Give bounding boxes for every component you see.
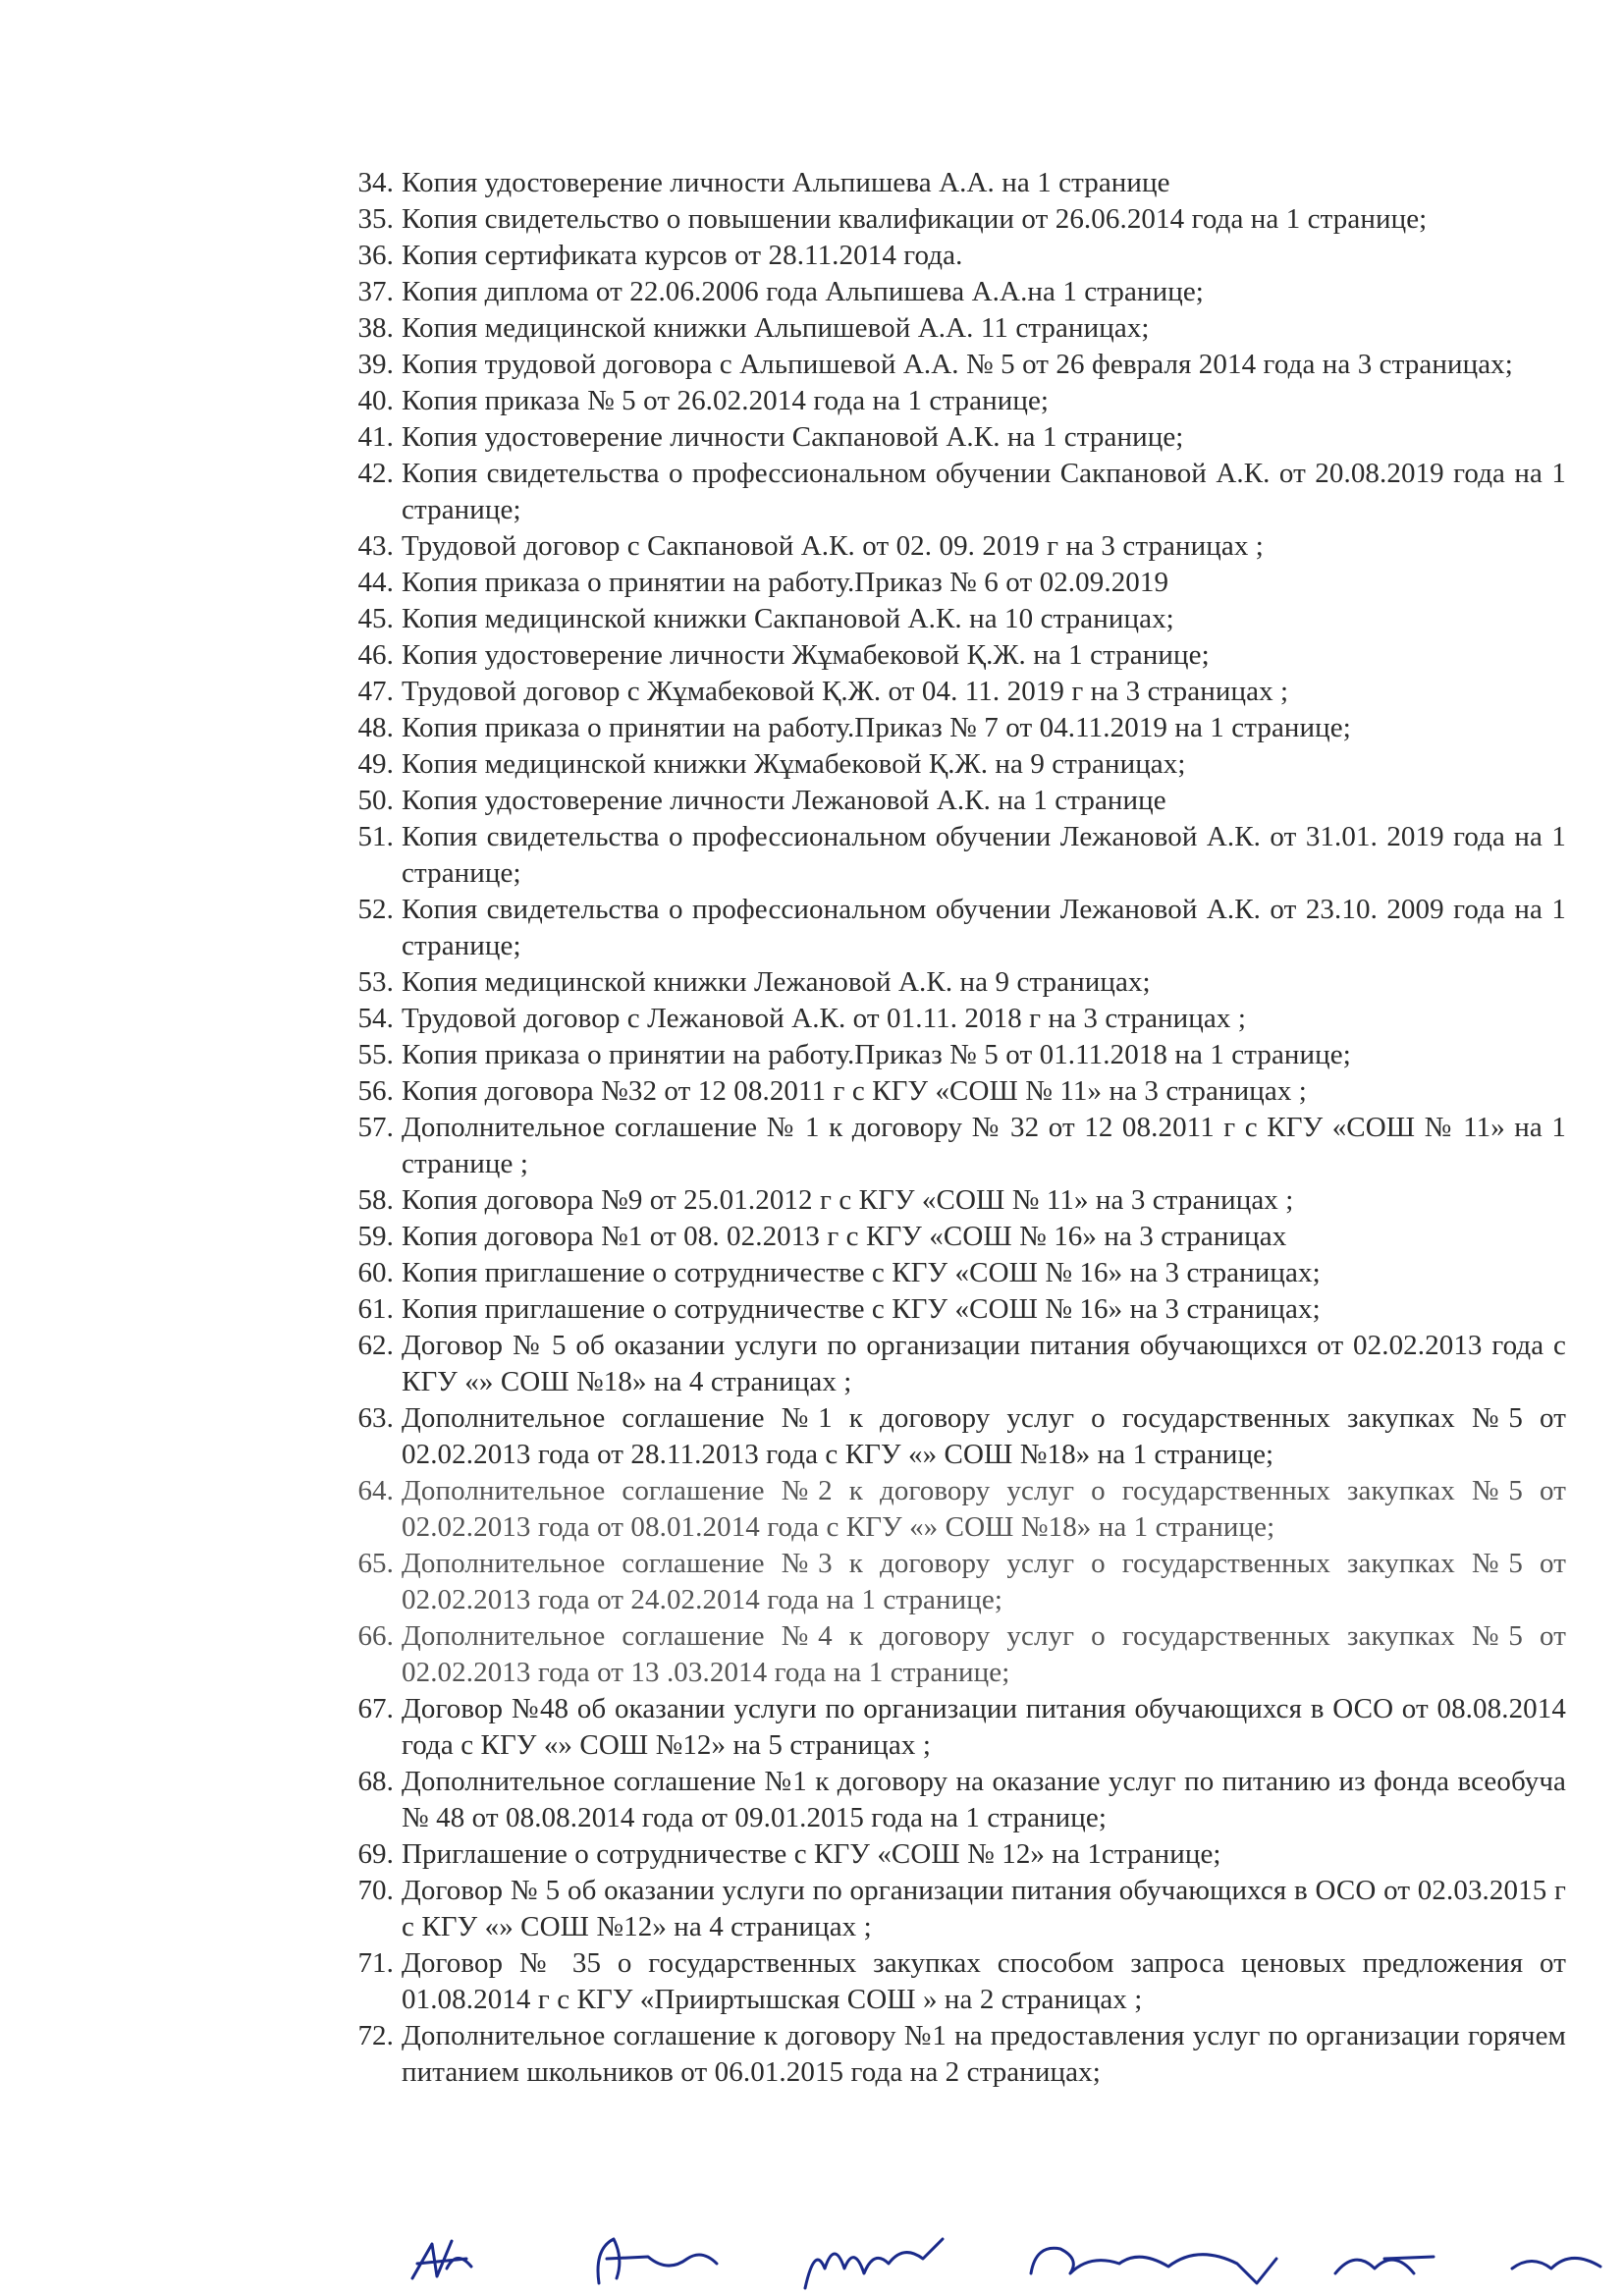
item-text: Копия медицинской книжки Жұмабековой Қ.Ж. на 9 страницах; xyxy=(402,748,1186,780)
item-text: Копия приглашение о сотрудничестве с КГУ «СОШ № 16» на 3 страницах; xyxy=(402,1293,1321,1325)
list-item xyxy=(349,1764,1566,1836)
list-item xyxy=(349,201,1566,238)
item-text: Трудовой договор с Сакпановой А.К. от 02. 09. 2019 г на 3 страницах ; xyxy=(402,530,1264,562)
list-item xyxy=(349,783,1566,819)
list-item xyxy=(349,1618,1566,1691)
item-text: Дополнительное соглашение №1 к договору услуг о государственных закупках №5 от 02.02.2013 года от 28.11.2013 года с КГУ «» СОШ №18» на 1 странице; xyxy=(402,1402,1566,1470)
item-number: 39. xyxy=(357,349,394,380)
list-item xyxy=(349,674,1566,710)
signature-6 xyxy=(1512,2258,1600,2269)
list-item xyxy=(349,1110,1566,1182)
item-number: 38. xyxy=(357,312,394,344)
list-item xyxy=(349,1037,1566,1073)
item-text: Дополнительное соглашение №1 к договору на оказание услуг по питанию из фонда всеобуча № 48 от 08.08.2014 года от 09.01.2015 года на 1 странице; xyxy=(402,1766,1566,1833)
list-item xyxy=(349,1473,1566,1546)
list-item xyxy=(349,274,1566,310)
item-number: 47. xyxy=(357,676,394,707)
item-number: 55. xyxy=(357,1039,394,1070)
item-text: Дополнительное соглашение № 1 к договору № 32 от 12 08.2011 г с КГУ «СОШ № 11» на 1 странице ; xyxy=(402,1112,1566,1179)
item-text: Дополнительное соглашение к договору №1 на предоставления услуг по организации горячем питанием школьников от 06.01.2015 года на 2 страницах; xyxy=(402,2020,1566,2088)
list-item xyxy=(349,1945,1566,2018)
item-number: 62. xyxy=(357,1330,394,1361)
list-item xyxy=(349,1546,1566,1618)
item-text: Трудовой договор с Жұмабековой Қ.Ж. от 04. 11. 2019 г на 3 страницах ; xyxy=(402,676,1289,707)
item-number: 70. xyxy=(357,1875,394,1906)
list-item xyxy=(349,456,1566,528)
item-text: Копия свидетельство о повышении квалификации от 26.06.2014 года на 1 странице; xyxy=(402,203,1428,235)
list-item xyxy=(349,1873,1566,1945)
document-list xyxy=(349,165,1566,2091)
item-text: Копия приказа о принятии на работу.Приказ № 6 от 02.09.2019 xyxy=(402,567,1169,598)
list-item xyxy=(349,383,1566,419)
item-text: Дополнительное соглашение №2 к договору услуг о государственных закупках №5 от 02.02.2013 года от 08.01.2014 года с КГУ «» СОШ №18» на 1 странице; xyxy=(402,1475,1566,1543)
item-number: 49. xyxy=(357,748,394,780)
list-item xyxy=(349,964,1566,1001)
signature-5 xyxy=(1335,2257,1434,2273)
item-number: 56. xyxy=(357,1075,394,1107)
list-item xyxy=(349,238,1566,274)
item-number: 61. xyxy=(357,1293,394,1325)
list-item xyxy=(349,746,1566,783)
item-text: Договор № 35 о государственных закупках способом запроса ценовых предложения от 01.08.2014 г с КГУ «Прииртышская СОШ » на 2 страницах ; xyxy=(402,1947,1566,2015)
item-text: Копия медицинской книжки Альпишевой А.А. 11 страницах; xyxy=(402,312,1150,344)
list-item xyxy=(349,2018,1566,2091)
item-text: Копия договора №9 от 25.01.2012 г с КГУ «СОШ № 11» на 3 страницах ; xyxy=(402,1184,1294,1216)
item-text: Договор № 5 об оказании услуги по организации питания обучающихся от 02.02.2013 года с КГУ «» СОШ №18» на 4 страницах ; xyxy=(402,1330,1566,1397)
item-text: Договор №48 об оказании услуги по организации питания обучающихся в ОСО от 08.08.2014 года с КГУ «» СОШ №12» на 5 страницах ; xyxy=(402,1693,1566,1761)
item-number: 64. xyxy=(357,1475,394,1506)
item-text: Трудовой договор с Лежановой А.К. от 01.11. 2018 г на 3 страницах ; xyxy=(402,1003,1246,1034)
item-number: 67. xyxy=(357,1693,394,1724)
item-number: 57. xyxy=(357,1112,394,1143)
item-text: Дополнительное соглашение №4 к договору услуг о государственных закупках №5 от 02.02.2013 года от 13 .03.2014 года на 1 странице; xyxy=(402,1620,1566,1688)
list-item xyxy=(349,165,1566,201)
list-item xyxy=(349,1073,1566,1110)
item-number: 51. xyxy=(357,821,394,852)
item-text: Копия свидетельства о профессиональном обучении Лежановой А.К. от 31.01. 2019 года на 1 странице; xyxy=(402,821,1566,889)
signature-1 xyxy=(412,2241,471,2278)
item-number: 40. xyxy=(357,385,394,416)
list-item xyxy=(349,347,1566,383)
item-text: Копия удостоверение личности Лежановой А.К. на 1 странице xyxy=(402,785,1166,816)
list-item xyxy=(349,1182,1566,1219)
list-item xyxy=(349,528,1566,565)
list-item xyxy=(349,310,1566,347)
item-number: 48. xyxy=(357,712,394,743)
item-text: Копия приказа о принятии на работу.Приказ № 5 от 01.11.2018 на 1 странице; xyxy=(402,1039,1351,1070)
item-text: Копия сертификата курсов от 28.11.2014 года. xyxy=(402,240,963,271)
item-text: Копия приказа № 5 от 26.02.2014 года на 1 странице; xyxy=(402,385,1050,416)
list-item xyxy=(349,1691,1566,1764)
list-item xyxy=(349,601,1566,637)
item-text: Приглашение о сотрудничестве с КГУ «СОШ № 12» на 1странице; xyxy=(402,1838,1221,1870)
list-item xyxy=(349,1219,1566,1255)
item-text: Копия трудовой договора с Альпишевой А.А. № 5 от 26 февраля 2014 года на 3 страницах; xyxy=(402,349,1513,380)
item-number: 69. xyxy=(357,1838,394,1870)
list-item xyxy=(349,819,1566,892)
item-text: Копия медицинской книжки Сакпановой А.К. на 10 страницах; xyxy=(402,603,1174,634)
item-text: Копия удостоверение личности Альпишева А.А. на 1 странице xyxy=(402,167,1170,198)
item-text: Копия приказа о принятии на работу.Приказ № 7 от 04.11.2019 на 1 странице; xyxy=(402,712,1351,743)
item-number: 72. xyxy=(357,2020,394,2051)
list-item xyxy=(349,1291,1566,1328)
item-text: Копия удостоверение личности Сакпановой А.К. на 1 странице; xyxy=(402,421,1184,453)
list-item xyxy=(349,565,1566,601)
item-number: 36. xyxy=(357,240,394,271)
item-text: Копия приглашение о сотрудничестве с КГУ «СОШ № 16» на 3 страницах; xyxy=(402,1257,1321,1288)
list-item xyxy=(349,1255,1566,1291)
item-number: 66. xyxy=(357,1620,394,1652)
item-number: 54. xyxy=(357,1003,394,1034)
item-text: Договор № 5 об оказании услуги по организации питания обучающихся в ОСО от 02.03.2015 г с КГУ «» СОШ №12» на 4 страницах ; xyxy=(402,1875,1566,1942)
item-number: 63. xyxy=(357,1402,394,1434)
item-text: Копия медицинской книжки Лежановой А.К. на 9 страницах; xyxy=(402,966,1151,998)
item-number: 42. xyxy=(357,458,394,489)
item-number: 34. xyxy=(357,167,394,198)
item-text: Копия договора №32 от 12 08.2011 г с КГУ «СОШ № 11» на 3 страницах ; xyxy=(402,1075,1307,1107)
item-number: 52. xyxy=(357,894,394,925)
item-text: Копия свидетельства о профессиональном обучении Сакпановой А.К. от 20.08.2019 года на 1 странице; xyxy=(402,458,1566,525)
item-text: Копия договора №1 от 08. 02.2013 г с КГУ «СОШ № 16» на 3 страницах xyxy=(402,1221,1287,1252)
signature-strip xyxy=(393,2229,1624,2296)
list-item xyxy=(349,1836,1566,1873)
item-number: 53. xyxy=(357,966,394,998)
item-text: Копия свидетельства о профессиональном обучении Лежановой А.К. от 23.10. 2009 года на 1 странице; xyxy=(402,894,1566,961)
list-item xyxy=(349,637,1566,674)
list-item xyxy=(349,892,1566,964)
item-number: 71. xyxy=(357,1947,394,1979)
item-number: 60. xyxy=(357,1257,394,1288)
list-item xyxy=(349,710,1566,746)
list-item xyxy=(349,1328,1566,1400)
item-number: 59. xyxy=(357,1221,394,1252)
signature-3 xyxy=(805,2239,943,2288)
item-number: 37. xyxy=(357,276,394,307)
item-number: 41. xyxy=(357,421,394,453)
signature-2 xyxy=(598,2239,717,2283)
list-item xyxy=(349,1001,1566,1037)
item-number: 50. xyxy=(357,785,394,816)
item-text: Копия удостоверение личности Жұмабековой Қ.Ж. на 1 странице; xyxy=(402,639,1210,671)
item-number: 65. xyxy=(357,1548,394,1579)
item-number: 58. xyxy=(357,1184,394,1216)
item-number: 44. xyxy=(357,567,394,598)
item-number: 46. xyxy=(357,639,394,671)
list-item xyxy=(349,1400,1566,1473)
item-number: 43. xyxy=(357,530,394,562)
item-number: 68. xyxy=(357,1766,394,1797)
item-text: Копия диплома от 22.06.2006 года Альпишева А.А.на 1 странице; xyxy=(402,276,1204,307)
list-item xyxy=(349,419,1566,456)
item-text: Дополнительное соглашение №3 к договору услуг о государственных закупках №5 от 02.02.2013 года от 24.02.2014 года на 1 странице; xyxy=(402,1548,1566,1615)
item-number: 35. xyxy=(357,203,394,235)
signature-4 xyxy=(1031,2248,1276,2283)
item-number: 45. xyxy=(357,603,394,634)
